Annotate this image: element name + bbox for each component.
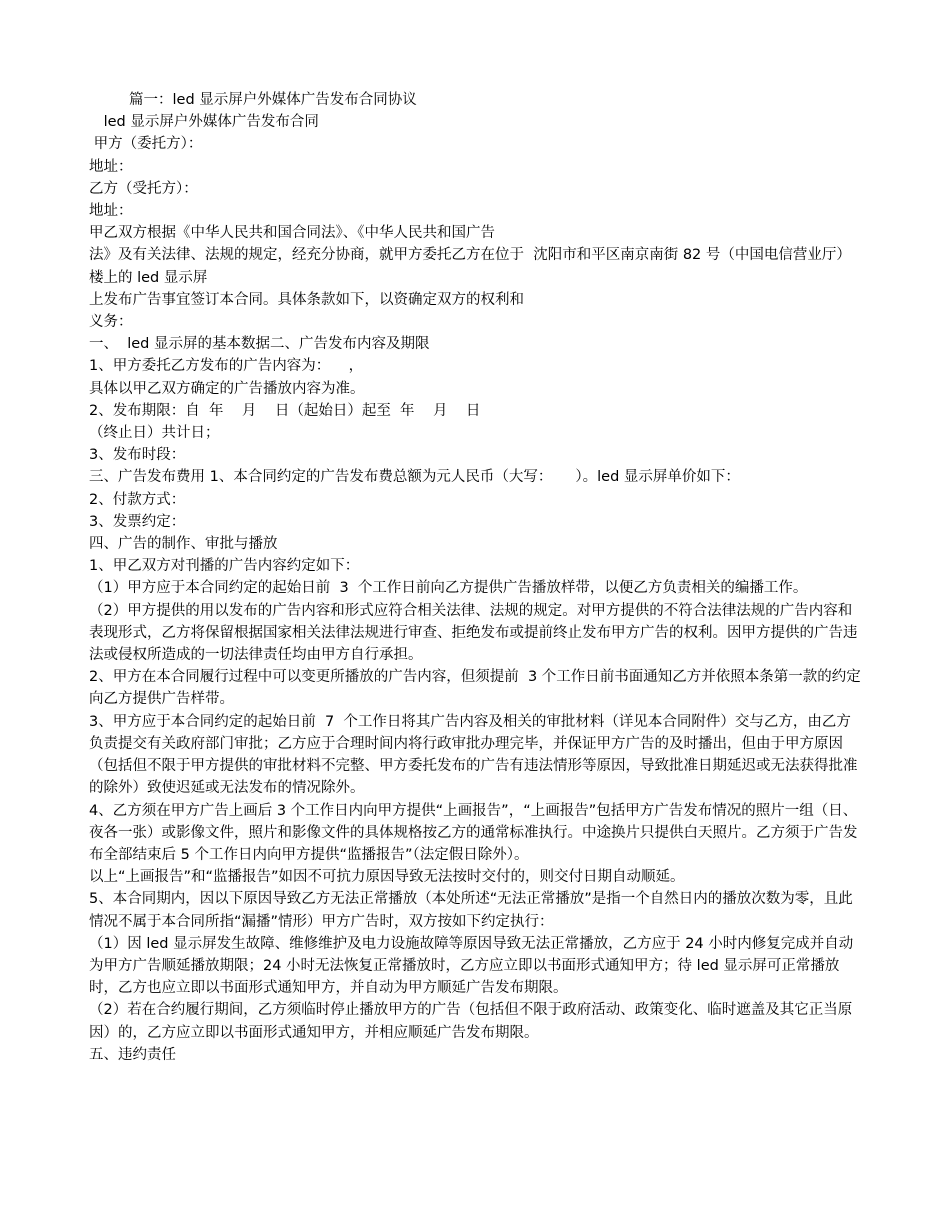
clause: 3、发布时段： [89, 447, 186, 464]
clause: 2、甲方在本合同履行过程中可以变更所播放的广告内容，但须提前 3 个工作日前书面通知乙方并依照本条第一款的约定向乙方提供广告样带。 [89, 669, 861, 708]
address-label: 地址： [89, 203, 133, 220]
clause: （2）若在合约履行期间，乙方须临时停止播放甲方的广告（包括但不限于政府活动、政策变化、临时遮盖及其它正当原因）的，乙方应立即以书面形式通知甲方，并相应顺延广告发布期限。 [89, 1002, 853, 1041]
document-title: 篇一：led 显示屏户外媒体广告发布合同协议 [129, 92, 417, 108]
clause: 3、发票约定： [89, 513, 186, 530]
paragraph: 义务： [89, 314, 133, 331]
clause: （1）因 led 显示屏发生故障、维修维护及电力设施故障等原因导致无法正常播放，乙方应于 24 小时内修复完成并自动为甲方广告顺延播放期限；24 小时无法恢复正常播放时，乙方应立即以书面形式通知甲方；待 led 显示屏可正常播放时，乙方也应立即以书面形式通知甲方，并自动为甲方顺延广告发布期限。 [89, 935, 854, 997]
clause: 1、甲乙双方对刊播的广告内容约定如下： [89, 558, 360, 575]
clause: （2）甲方提供的用以发布的广告内容和形式应符合相关法律、法规的规定。对甲方提供的不符合法律法规的广告内容和表现形式，乙方将保留根据国家相关法律法规进行审查、拒绝发布或提前终止发布甲方广告的权利。因甲方提供的广告违法或侵权所造成的一切法律责任均由甲方自行承担。 [89, 602, 858, 664]
paragraph: 法》及有关法律、法规的规定，经充分协商，就甲方委托乙方在位于 沈阳市和平区南京南街 82 号（中国电信营业厅）楼上的 led 显示屏 [89, 247, 851, 286]
clause: （1）甲方应于本合同约定的起始日前 3 个工作日前向乙方提供广告播放样带，以便乙方负责相关的编播工作。 [89, 580, 808, 597]
clause: 5、本合同期内，因以下原因导致乙方无法正常播放（本处所述“无法正常播放”是指一个自然日内的播放次数为零，且此情况不属于本合同所指“漏播”情形）甲方广告时，双方按如下约定执行： [89, 891, 853, 930]
clause: 1、甲方委托乙方发布的广告内容为： ， [89, 358, 364, 375]
clause: 2、发布期限：自 年 月 日（起始日）起至 年 月 日 [89, 402, 481, 419]
section-heading: 三、广告发布费用 1、本合同约定的广告发布费总额为元人民币（大写： ）。led 显示屏单价如下： [89, 469, 740, 486]
address-label: 地址： [89, 158, 133, 175]
section-heading: 一、 led 显示屏的基本数据二、广告发布内容及期限 [89, 336, 430, 353]
paragraph: 上发布广告事宜签订本合同。具体条款如下，以资确定双方的权利和 [89, 291, 524, 308]
clause: 2、付款方式： [89, 491, 186, 508]
section-heading: 五、违约责任 [89, 1046, 176, 1063]
clause: 4、乙方须在甲方广告上画后 3 个工作日内向甲方提供“上画报告”，“上画报告”包括甲方广告发布情况的照片一组（日、夜各一张）或影像文件，照片和影像文件的具体规格按乙方的通常标准执行。中途换片只提供白天照片。乙方须于广告发布全部结束后 5 个工作日内向甲方提供“监播报告”（法定假日除外）。 [89, 802, 858, 863]
contract-heading: led 显示屏户外媒体广告发布合同 [99, 114, 319, 131]
section-heading: 四、广告的制作、审批与播放 [89, 536, 278, 553]
paragraph: 甲乙双方根据《中华人民共和国合同法》、《中华人民共和国广告 [89, 225, 495, 242]
party-a-label: 甲方（委托方）： [89, 136, 203, 153]
clause: 以上“上画报告”和“监播报告”如因不可抗力原因导致无法按时交付的，则交付日期自动顺延。 [89, 869, 685, 886]
clause: 具体以甲乙双方确定的广告播放内容为准。 [89, 380, 365, 397]
clause: （终止日）共计日； [89, 425, 220, 442]
clause: 3、甲方应于本合同约定的起始日前 7 个工作日将其广告内容及相关的审批材料（详见本合同附件）交与乙方，由乙方负责提交有关政府部门审批；乙方应于合理时间内将行政审批办理完毕，并保证甲方广告的及时播出，但由于甲方原因（包括但不限于甲方提供的审批材料不完整、甲方委托发布的广告有违法情形等原因，导致批准日期延迟或无法获得批准的除外）致使迟延或无法发布的情况除外。 [89, 713, 858, 797]
party-b-label: 乙方（受托方）： [89, 180, 198, 197]
document-page [89, 89, 864, 1066]
